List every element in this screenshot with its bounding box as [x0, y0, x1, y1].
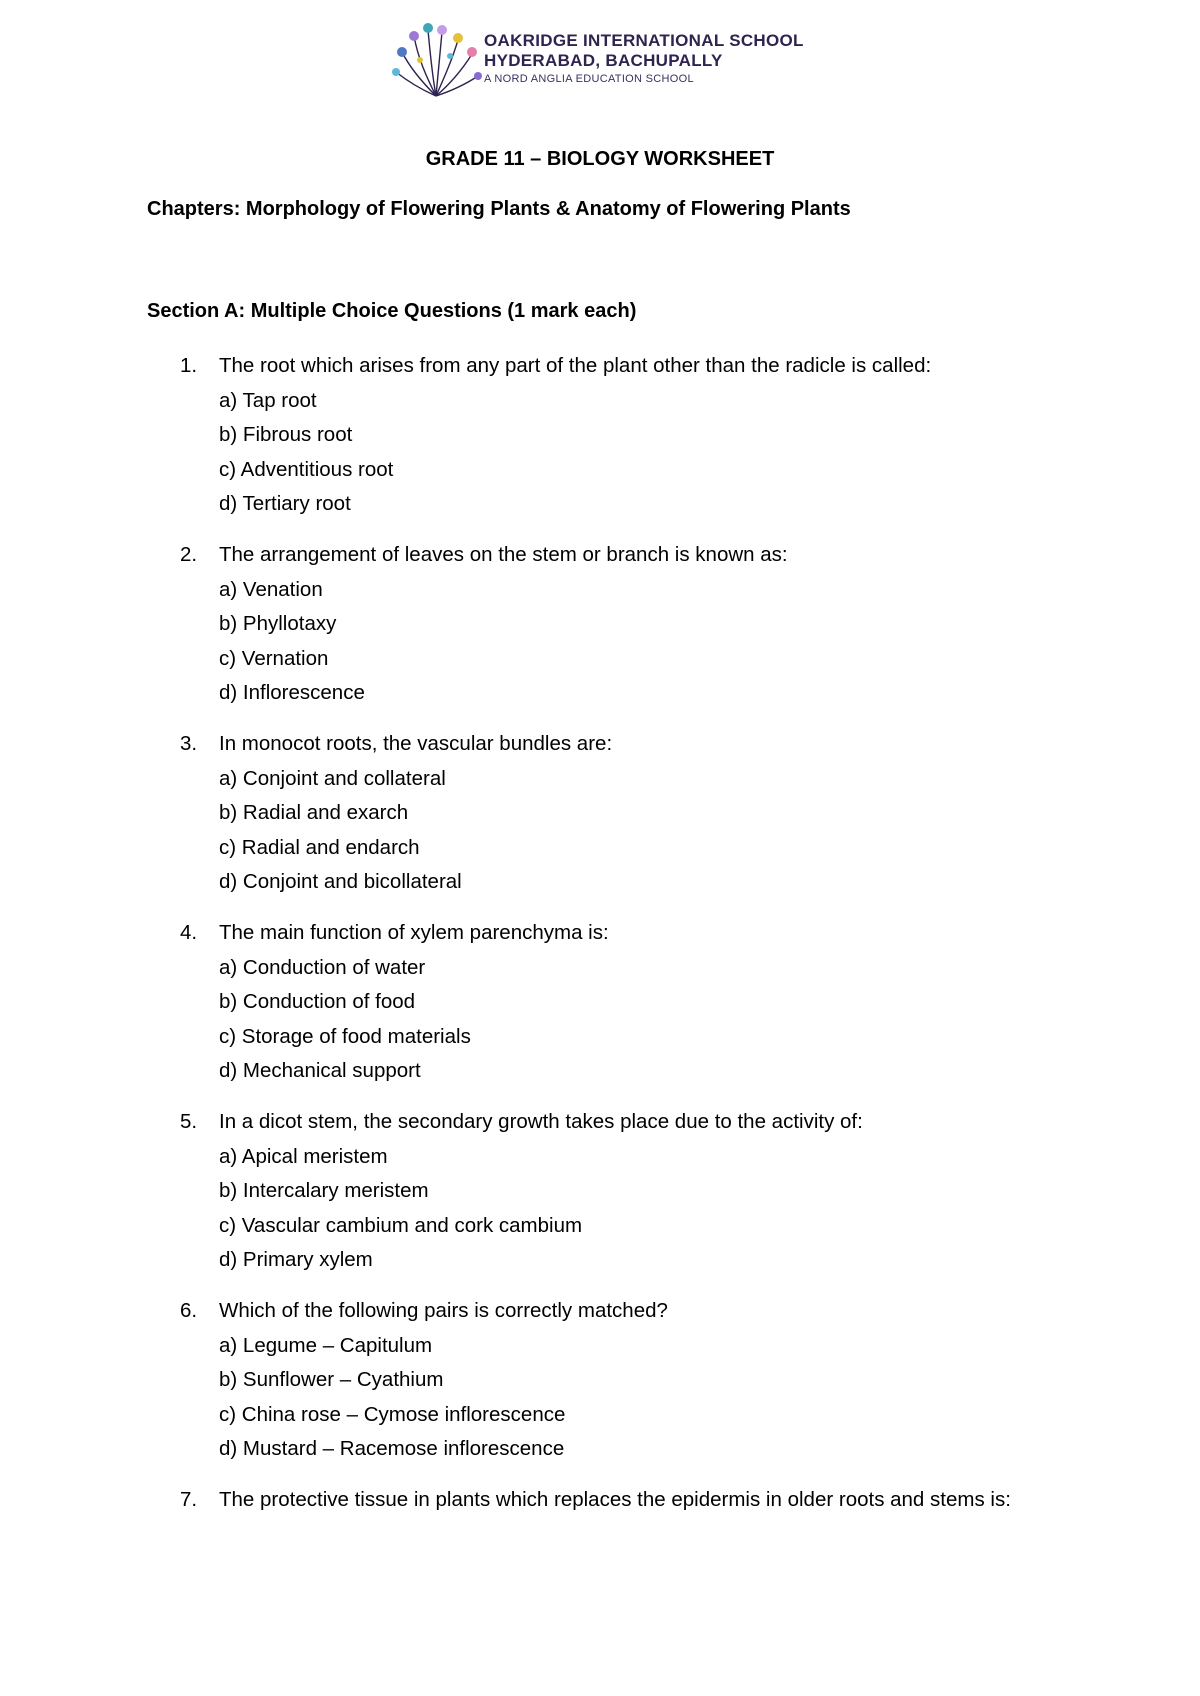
school-location: HYDERABAD, BACHUPALLY: [484, 51, 723, 70]
option-d: d) Conjoint and bicollateral: [219, 870, 462, 893]
option-b: b) Radial and exarch: [219, 801, 409, 824]
option-a: a) Tap root: [219, 388, 317, 412]
section-a-heading: Section A: Multiple Choice Questions (1 mark each): [147, 300, 637, 322]
option-b: b) Fibrous root: [219, 423, 353, 446]
option-c: c) China rose – Cymose inflorescence: [219, 1402, 566, 1426]
question-text: The main function of xylem parenchyma is:: [219, 921, 609, 944]
option-a: a) Legume – Capitulum: [219, 1333, 433, 1357]
school-name-block: [484, 31, 804, 87]
chapters-heading: Chapters: Morphology of Flowering Plants & Anatomy of Flowering Plants: [147, 198, 851, 220]
question-text: In monocot roots, the vascular bundles are:: [219, 732, 613, 755]
worksheet-title: GRADE 11 – BIOLOGY WORKSHEET: [425, 148, 775, 170]
option-b: b) Sunflower – Cyathium: [219, 1368, 444, 1391]
question-7: [180, 1483, 1060, 1518]
option-d: d) Primary xylem: [219, 1248, 373, 1271]
option-c: c) Adventitious root: [219, 457, 394, 481]
school-logo-icon: [392, 16, 482, 100]
option-b: b) Phyllotaxy: [219, 612, 337, 635]
question-text: Which of the following pairs is correctly matched?: [219, 1299, 668, 1322]
option-c: c) Storage of food materials: [219, 1024, 471, 1048]
option-a: a) Apical meristem: [219, 1144, 388, 1168]
option-a: a) Conjoint and collateral: [219, 766, 446, 790]
option-c: c) Vernation: [219, 646, 329, 670]
question-number: 5.: [180, 1110, 198, 1133]
option-c: c) Radial and endarch: [219, 835, 420, 859]
option-a: a) Conduction of water: [219, 955, 426, 979]
option-d: d) Inflorescence: [219, 681, 365, 704]
question-text: In a dicot stem, the secondary growth takes place due to the activity of:: [219, 1110, 863, 1133]
question-text: The protective tissue in plants which replaces the epidermis in older roots and stems is:: [219, 1488, 1011, 1511]
question-number: 1.: [180, 354, 198, 377]
question-2: [180, 538, 1060, 711]
question-number: 4.: [180, 921, 198, 944]
school-tagline: A NORD ANGLIA EDUCATION SCHOOL: [484, 73, 694, 85]
question-1: [180, 349, 1060, 522]
question-number: 7.: [180, 1488, 198, 1511]
question-4: [180, 916, 1060, 1089]
option-b: b) Intercalary meristem: [219, 1179, 429, 1202]
question-6: [180, 1294, 1060, 1467]
question-3: [180, 727, 1060, 900]
option-d: d) Tertiary root: [219, 492, 351, 515]
question-text: The root which arises from any part of the plant other than the radicle is called:: [219, 354, 932, 377]
question-number: 6.: [180, 1299, 198, 1322]
option-d: d) Mechanical support: [219, 1059, 421, 1082]
option-b: b) Conduction of food: [219, 990, 416, 1013]
option-d: d) Mustard – Racemose inflorescence: [219, 1437, 565, 1460]
option-a: a) Venation: [219, 577, 323, 601]
question-text: The arrangement of leaves on the stem or branch is known as:: [219, 543, 788, 566]
question-number: 3.: [180, 732, 198, 755]
question-5: [180, 1105, 1060, 1278]
school-header: [392, 16, 812, 100]
question-number: 2.: [180, 543, 198, 566]
school-name: OAKRIDGE INTERNATIONAL SCHOOL: [484, 31, 804, 50]
option-c: c) Vascular cambium and cork cambium: [219, 1213, 583, 1237]
